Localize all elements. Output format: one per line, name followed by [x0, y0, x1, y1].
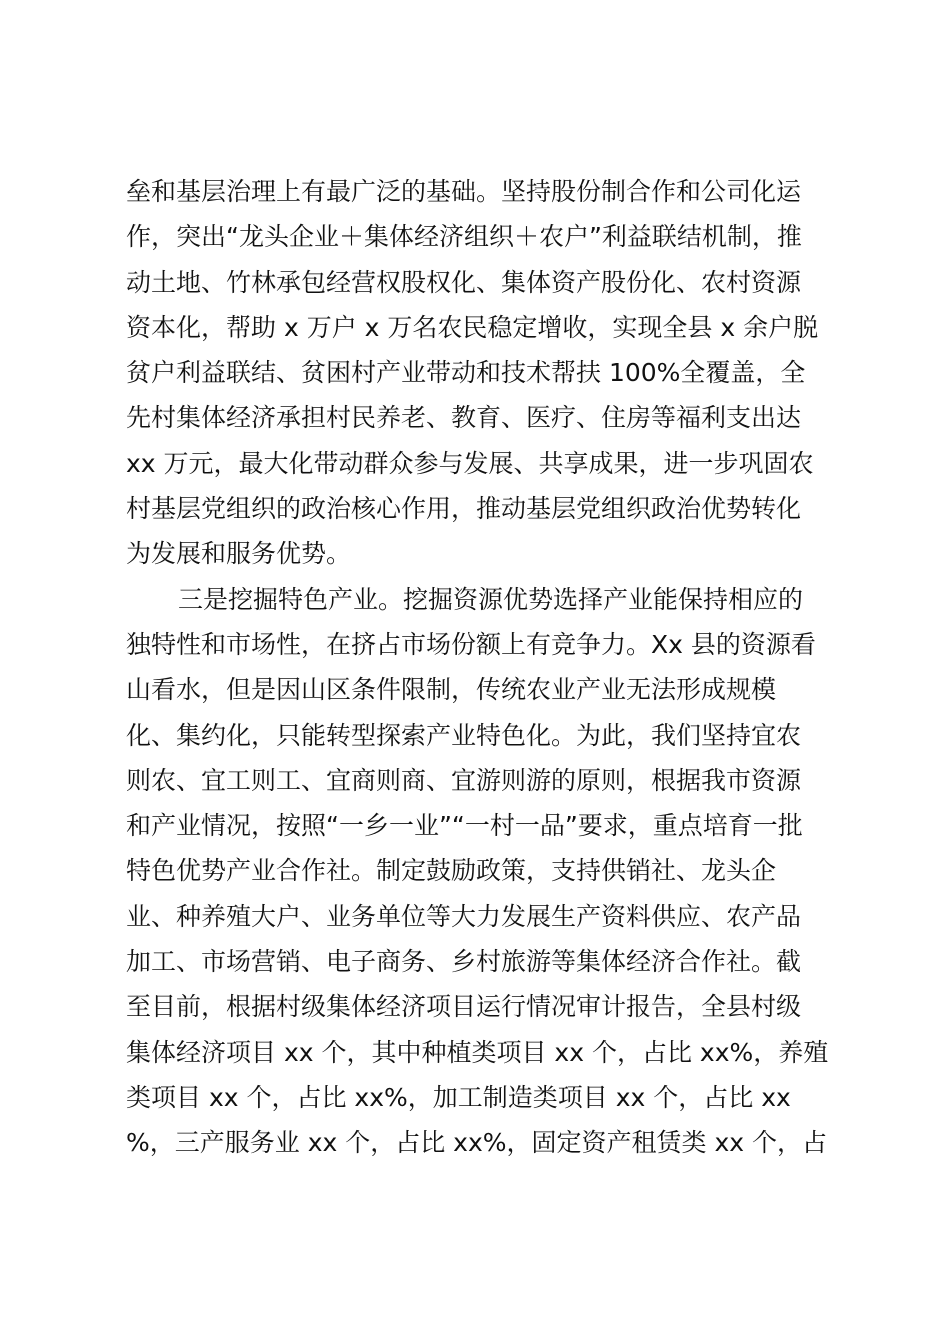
text-line: 和产业情况，按照“一乡一业”“一村一品”要求，重点培育一批	[126, 811, 803, 841]
text-line: 为发展和服务优势。	[126, 539, 352, 569]
text-line: 垒和基层治理上有最广泛的基础。坚持股份制合作和公司化运	[126, 177, 802, 206]
text-line: 资本化，帮助 x 万户 x 万名农民稳定增收，实现全县 x 余户脱	[126, 312, 819, 342]
text-line: 至目前，根据村级集体经济项目运行情况审计报告，全县村级	[126, 992, 802, 1022]
text-line: 加工、市场营销、电子商务、乡村旅游等集体经济合作社。截	[126, 947, 802, 977]
text-line: 独特性和市场性，在挤占市场份额上有竞争力。Xx 县的资源看	[126, 629, 816, 659]
text-line: 业、种养殖大户、业务单位等大力发展生产资料供应、农产品	[126, 901, 802, 931]
text-line: 贫户利益联结、贫困村产业带动和技术帮扶 100%全覆盖，全	[126, 358, 806, 388]
text-line: 山看水，但是因山区条件限制，传统农业产业无法形成规模	[126, 675, 777, 705]
text-line: 村基层党组织的政治核心作用，推动基层党组织政治优势转化	[126, 494, 802, 524]
body-text	[126, 169, 846, 1166]
text-line: 动土地、竹林承包经营权股权化、集体资产股份化、农村资源	[126, 267, 802, 297]
text-line: 则农、宜工则工、宜商则商、宜游则游的原则，根据我市资源	[126, 765, 802, 795]
text-line: 集体经济项目 xx 个，其中种植类项目 xx 个，占比 xx%，养殖	[126, 1037, 829, 1067]
text-line: 先村集体经济承担村民养老、教育、医疗、住房等福利支出达	[126, 403, 802, 433]
text-line: xx 万元，最大化带动群众参与发展、共享成果，进一步巩固农	[126, 448, 814, 478]
text-line: %，三产服务业 xx 个，占比 xx%，固定资产租赁类 xx 个，占	[126, 1128, 828, 1158]
paragraph-start-line: 三是挖掘特色产业。挖掘资源优势选择产业能保持相应的	[178, 584, 804, 614]
text-line: 作，突出“龙头企业＋集体经济组织＋农户”利益联结机制，推	[126, 222, 802, 252]
text-line: 化、集约化，只能转型探索产业特色化。为此，我们坚持宜农	[126, 720, 802, 750]
text-line: 特色优势产业合作社。制定鼓励政策，支持供销社、龙头企	[126, 856, 777, 886]
text-line: 类项目 xx 个，占比 xx%，加工制造类项目 xx 个，占比 xx	[126, 1082, 791, 1112]
